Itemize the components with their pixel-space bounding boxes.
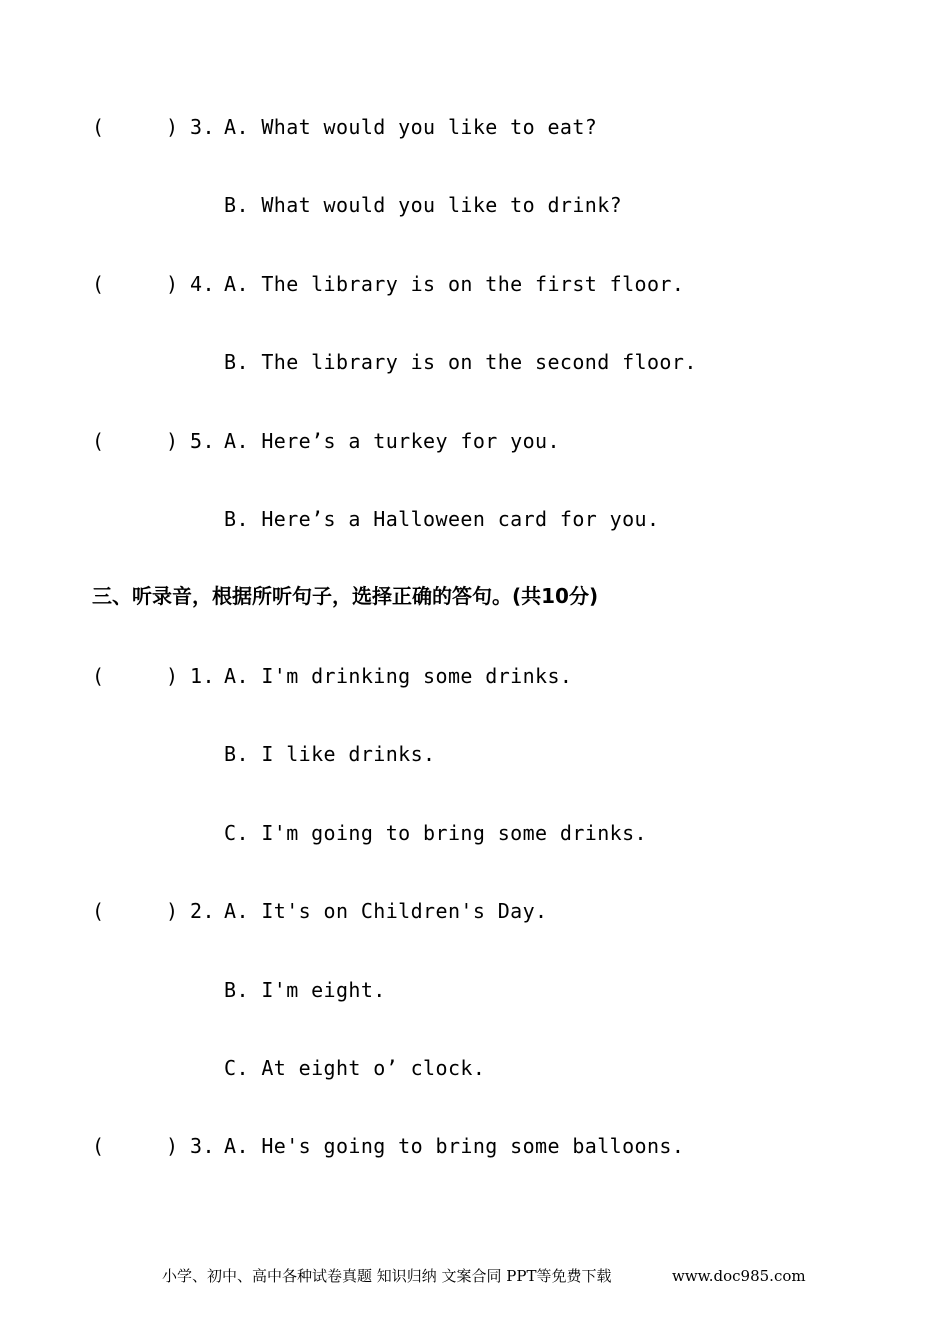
question-number: 3. bbox=[190, 1134, 215, 1158]
option-a: A. The library is on the first floor. bbox=[224, 272, 685, 296]
option-a: A. Here’s a turkey for you. bbox=[224, 429, 560, 453]
footer-text: 小学、初中、高中各种试卷真题 知识归纳 文案合同 PPT等免费下载 bbox=[162, 1267, 612, 1285]
option-a: A. What would you like to eat? bbox=[224, 115, 598, 139]
answer-blank-open: ( bbox=[92, 664, 105, 688]
option-b: B. I like drinks. bbox=[224, 742, 436, 766]
option-b: B. What would you like to drink? bbox=[224, 193, 623, 217]
question-number: 1. bbox=[190, 664, 215, 688]
answer-blank-close: ) bbox=[166, 899, 179, 923]
option-a: A. It's on Children's Day. bbox=[224, 899, 548, 923]
answer-blank-open: ( bbox=[92, 429, 105, 453]
answer-blank-close: ) bbox=[166, 272, 179, 296]
question-number: 3. bbox=[190, 115, 215, 139]
answer-blank-close: ) bbox=[166, 429, 179, 453]
option-c: C. I'm going to bring some drinks. bbox=[224, 821, 647, 845]
question-number: 2. bbox=[190, 899, 215, 923]
option-b: B. Here’s a Halloween card for you. bbox=[224, 507, 660, 531]
option-a: A. I'm drinking some drinks. bbox=[224, 664, 573, 688]
question-number: 5. bbox=[190, 429, 215, 453]
answer-blank-open: ( bbox=[92, 1134, 105, 1158]
answer-blank-open: ( bbox=[92, 115, 105, 139]
option-a: A. He's going to bring some balloons. bbox=[224, 1134, 685, 1158]
answer-blank-close: ) bbox=[166, 1134, 179, 1158]
answer-blank-close: ) bbox=[166, 664, 179, 688]
answer-blank-open: ( bbox=[92, 899, 105, 923]
option-b: B. The library is on the second floor. bbox=[224, 350, 697, 374]
option-c: C. At eight o’ clock. bbox=[224, 1056, 486, 1080]
option-b: B. I'm eight. bbox=[224, 978, 386, 1002]
footer-site-link[interactable]: www.doc985.com bbox=[672, 1267, 806, 1285]
answer-blank-open: ( bbox=[92, 272, 105, 296]
question-number: 4. bbox=[190, 272, 215, 296]
answer-blank-close: ) bbox=[166, 115, 179, 139]
section-heading: 三、听录音，根据所听句子，选择正确的答句。(共10分) bbox=[92, 584, 599, 608]
